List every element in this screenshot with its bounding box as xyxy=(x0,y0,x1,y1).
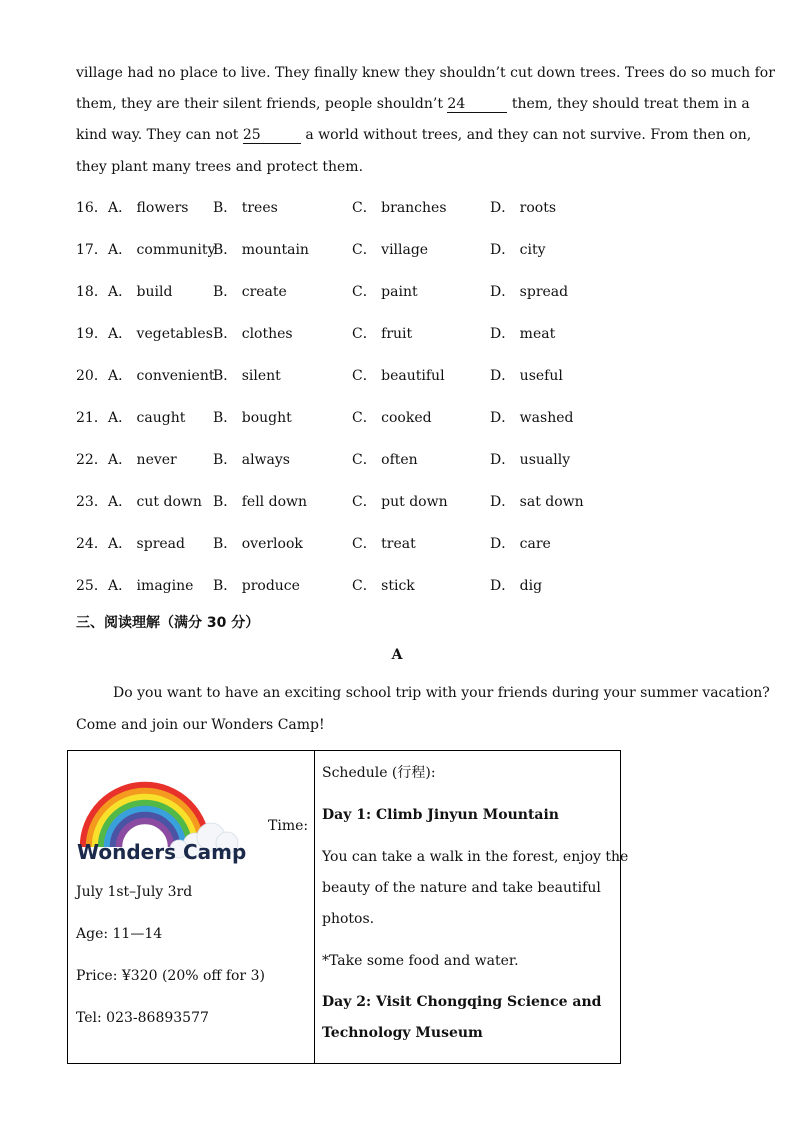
option-b: B． create xyxy=(213,284,287,300)
camp-tel: Tel: 023-86893577 xyxy=(76,1010,209,1026)
question-row xyxy=(76,324,676,344)
question-number: 19． xyxy=(76,326,108,342)
option-b: B． bought xyxy=(213,410,292,426)
option-c: C． branches xyxy=(352,200,447,216)
time-label: Time: xyxy=(268,818,309,834)
option-d: D． sat down xyxy=(490,494,584,510)
question-row xyxy=(76,534,676,554)
option-a: A． vegetables xyxy=(108,326,213,342)
day2-title-line-1: Day 2: Visit Chongqing Science and xyxy=(322,994,602,1010)
question-number: 22． xyxy=(76,452,108,468)
option-d: D． care xyxy=(490,536,551,552)
question-row xyxy=(76,240,676,260)
option-d: D． washed xyxy=(490,410,574,426)
option-c: C． stick xyxy=(352,578,415,594)
question-row xyxy=(76,408,676,428)
blank-25: 25 xyxy=(243,127,301,144)
question-number: 23． xyxy=(76,494,108,510)
option-d: D． useful xyxy=(490,368,563,384)
day2-title-line-2: Technology Museum xyxy=(322,1025,483,1041)
option-b: B． overlook xyxy=(213,536,303,552)
question-row xyxy=(76,366,676,386)
option-c: C． cooked xyxy=(352,410,432,426)
option-a: A． spread xyxy=(108,536,185,552)
question-number: 16． xyxy=(76,200,108,216)
option-a: A． flowers xyxy=(108,200,189,216)
passage-line-3-post: a world without trees, and they can not survive. From then on, xyxy=(305,127,752,143)
option-c: C． village xyxy=(352,242,429,258)
question-number: 20． xyxy=(76,368,108,384)
option-c: C． paint xyxy=(352,284,418,300)
option-b: B． trees xyxy=(213,200,278,216)
day1-line-2: beauty of the nature and take beautiful xyxy=(322,880,601,896)
passage-line-3-pre: kind way. They can not xyxy=(76,127,239,143)
option-a: A． cut down xyxy=(108,494,202,510)
question-number: 18． xyxy=(76,284,108,300)
option-b: B． fell down xyxy=(213,494,308,510)
option-a: A． build xyxy=(108,284,173,300)
question-row xyxy=(76,282,676,302)
option-c: C． fruit xyxy=(352,326,413,342)
camp-ad-table xyxy=(67,750,629,1064)
option-d: D． city xyxy=(490,242,546,258)
camp-age: Age: 11—14 xyxy=(76,926,163,942)
day1-line-1: You can take a walk in the forest, enjoy the xyxy=(322,849,629,865)
part-letter: A xyxy=(391,647,403,663)
blank-24: 24 xyxy=(447,96,507,113)
option-a: A． imagine xyxy=(108,578,194,594)
question-row xyxy=(76,198,676,218)
passage-line-2 xyxy=(76,94,750,114)
day1-note: *Take some food and water. xyxy=(322,953,519,969)
question-number: 25． xyxy=(76,578,108,594)
option-a: A． caught xyxy=(108,410,186,426)
option-d: D． usually xyxy=(490,452,571,468)
section-title: 三、阅读理解（满分 30 分） xyxy=(76,615,260,631)
schedule-label: Schedule (行程): xyxy=(322,765,436,781)
intro-line-1: Do you want to have an exciting school trip with your friends during your summer vacation? xyxy=(113,685,770,701)
passage-line-3 xyxy=(76,125,752,145)
option-d: D． meat xyxy=(490,326,556,342)
passage-line-1: village had no place to live. They finally knew they shouldn’t cut down trees. Trees do so much for xyxy=(76,65,775,81)
logo-text: Wonders Camp xyxy=(77,840,247,864)
day1-title: Day 1: Climb Jinyun Mountain xyxy=(322,807,559,823)
option-b: B． silent xyxy=(213,368,281,384)
option-b: B． produce xyxy=(213,578,300,594)
question-number: 17． xyxy=(76,242,108,258)
camp-dates: July 1st–July 3rd xyxy=(76,884,193,900)
question-row xyxy=(76,576,676,596)
option-b: B． mountain xyxy=(213,242,309,258)
option-c: C． treat xyxy=(352,536,416,552)
option-b: B． clothes xyxy=(213,326,293,342)
option-a: A． community xyxy=(108,242,216,258)
option-c: C． often xyxy=(352,452,418,468)
question-number: 21． xyxy=(76,410,108,426)
table-divider xyxy=(314,751,315,1063)
passage-line-2-pre: them, they are their silent friends, people shouldn’t xyxy=(76,96,443,112)
rainbow-logo xyxy=(75,779,270,869)
option-d: D． roots xyxy=(490,200,557,216)
option-a: A． never xyxy=(108,452,177,468)
question-row xyxy=(76,492,676,512)
option-d: D． spread xyxy=(490,284,569,300)
option-b: B． always xyxy=(213,452,290,468)
question-row xyxy=(76,450,676,470)
passage-line-4: they plant many trees and protect them. xyxy=(76,159,364,175)
option-d: D． dig xyxy=(490,578,543,594)
option-a: A． convenient xyxy=(108,368,215,384)
camp-price: Price: ¥320 (20% off for 3) xyxy=(76,968,265,984)
question-number: 24． xyxy=(76,536,108,552)
option-c: C． beautiful xyxy=(352,368,445,384)
option-c: C． put down xyxy=(352,494,448,510)
intro-line-2: Come and join our Wonders Camp! xyxy=(76,717,325,733)
passage-line-2-post: them, they should treat them in a xyxy=(511,96,750,112)
day1-line-3: photos. xyxy=(322,911,375,927)
